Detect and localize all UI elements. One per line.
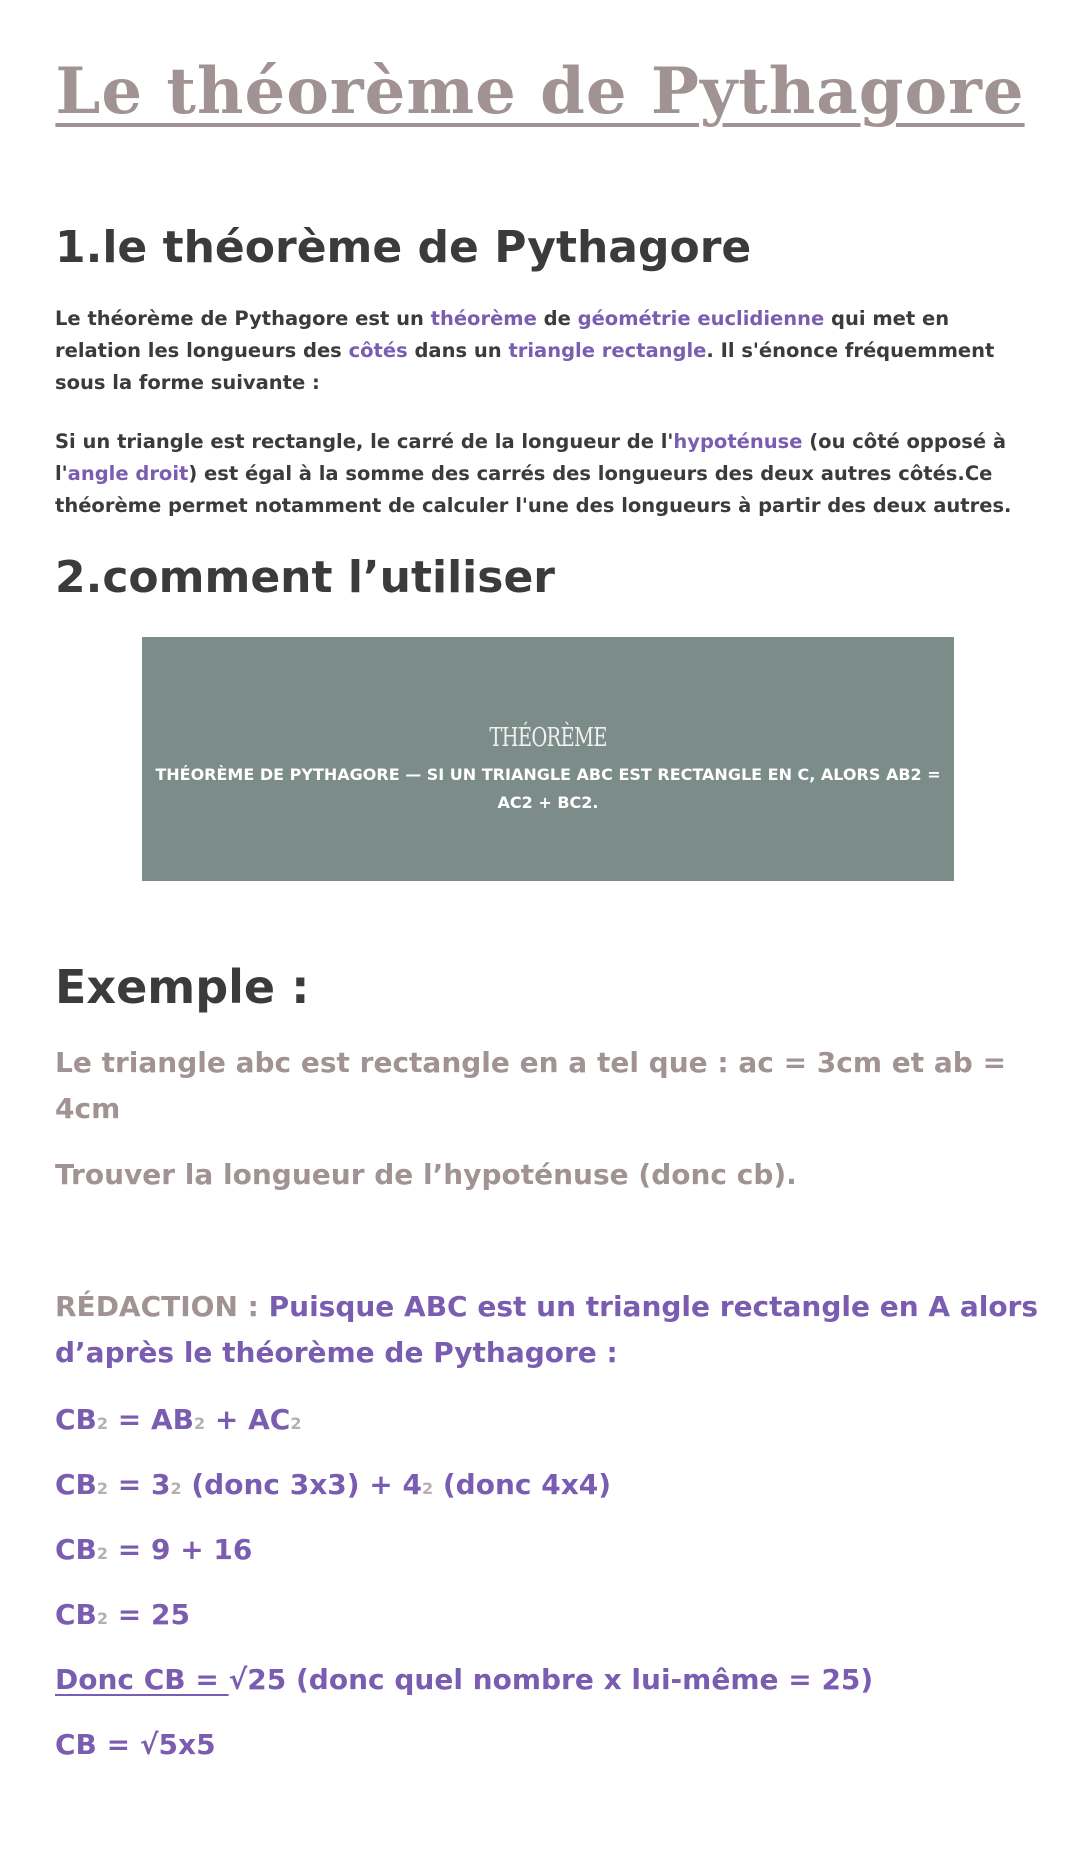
section-1-heading: 1.le théorème de Pythagore [55,222,752,273]
eq-term: = 9 + 16 [108,1533,253,1566]
eq-underlined: Donc CB = [55,1663,229,1696]
equation-6: CB = √5x5 [55,1728,216,1761]
link-hypotenuse[interactable]: hypoténuse [673,430,803,453]
link-cotes[interactable]: côtés [348,339,408,362]
banner-kicker: THÉORÈME [489,723,607,753]
eq-exponent: 2 [422,1479,434,1498]
eq-exponent: 2 [290,1414,302,1433]
example-question: Trouver la longueur de l’hypoténuse (donc cb). [55,1158,797,1191]
eq-exponent: 2 [96,1609,109,1628]
section-2-heading: 2.comment l’utiliser [55,552,555,603]
text-run: de [536,307,578,330]
equation-1 [55,1403,301,1436]
link-angle-droit[interactable]: angle droit [67,462,189,485]
eq-exponent: 2 [194,1414,206,1433]
eq-term: CB [55,1403,97,1436]
eq-term: (donc 3x3) + 4 [181,1468,422,1501]
text-run: qui met en relation les longueurs des [55,307,950,362]
text-run: ) est égal à la somme des carrés des longueurs des deux autres côtés.Ce théorème permet notamment de calculer l'une des longueurs à partir des deux autres. [55,462,1012,517]
eq-exponent: 2 [170,1479,182,1498]
eq-exponent: 2 [96,1479,109,1498]
link-triangle-rectangle[interactable]: triangle rectangle [508,339,707,362]
equation-4 [55,1598,190,1631]
section-1-paragraph-2 [55,426,1040,522]
banner-text: THÉORÈME DE PYTHAGORE — SI UN TRIANGLE ABC EST RECTANGLE EN C, ALORS AB2 = AC2 + BC2. [155,765,941,812]
section-1-paragraph-1 [55,303,1040,399]
text-run: dans un [407,339,509,362]
eq-term: = 3 [108,1468,171,1501]
redaction-text: Puisque ABC est un triangle rectangle en A alors d’après le théorème de Pythagore : [55,1290,1039,1369]
equation-2 [55,1468,611,1501]
eq-exponent: 2 [96,1544,109,1563]
theorem-banner [142,637,954,881]
eq-term: CB [55,1533,97,1566]
eq-term: CB [55,1598,97,1631]
example-statement: Le triangle abc est rectangle en a tel que : ac = 3cm et ab = 4cm [55,1046,1007,1125]
equation-5 [55,1663,873,1696]
text-run: Si un triangle est rectangle, le carré de la longueur de l' [55,430,674,453]
eq-exponent: 2 [96,1414,109,1433]
eq-term: CB [55,1468,97,1501]
link-geometrie-euclidienne[interactable]: géométrie euclidienne [577,307,825,330]
text-run: (ou côté opposé à l' [55,430,1007,485]
eq-term: + AC [205,1403,291,1436]
redaction-paragraph [55,1284,1040,1376]
example-heading: Exemple : [55,960,310,1014]
text-run: Le théorème de Pythagore est un [55,307,431,330]
eq-term: = 25 [108,1598,190,1631]
page-title: Le théorème de Pythagore [55,54,1025,129]
redaction-label: RÉDACTION : [55,1290,269,1323]
equation-3 [55,1533,252,1566]
link-theoreme[interactable]: théorème [430,307,537,330]
eq-term: √25 (donc quel nombre x lui-même = 25) [228,1663,874,1696]
eq-term: (donc 4x4) [433,1468,612,1501]
eq-term: = AB [108,1403,194,1436]
text-run: . Il s'énonce fréquemment sous la forme suivante : [55,339,995,394]
